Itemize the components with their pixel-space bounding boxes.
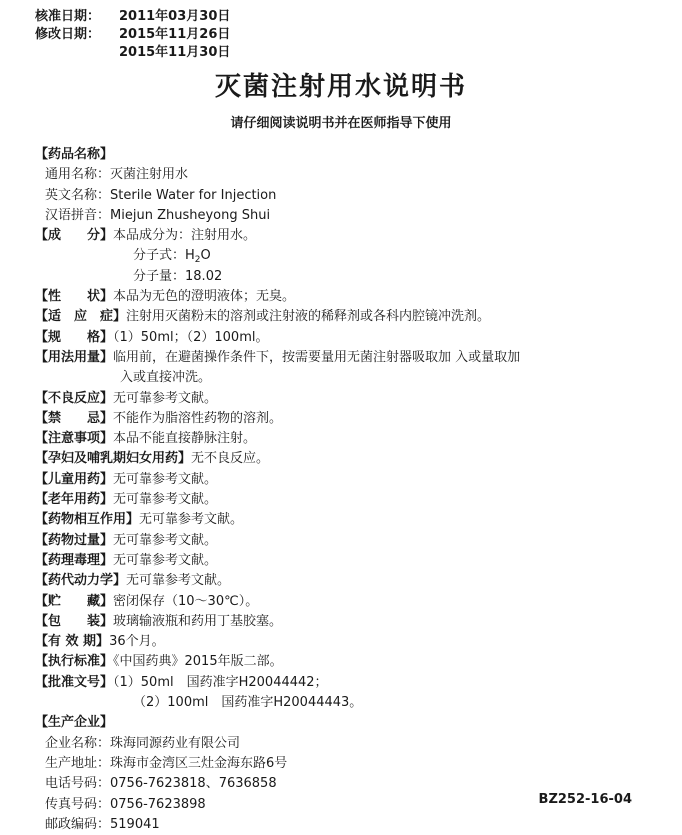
caution-line bbox=[35, 429, 520, 449]
molecular-weight-value: 18.02 bbox=[185, 268, 223, 284]
company-line bbox=[35, 734, 520, 754]
properties-text: 本品为无色的澄明液体；无臭。 bbox=[113, 289, 296, 305]
section-package-head: 【包 装】 bbox=[35, 613, 114, 629]
spec-text: （1）50ml；（2）100ml。 bbox=[113, 329, 269, 345]
phone-line bbox=[35, 774, 520, 794]
english-name-label: 英文名称： bbox=[45, 187, 111, 203]
caution-text: 本品不能直接静脉注射。 bbox=[113, 431, 257, 447]
approval-line bbox=[35, 673, 520, 693]
section-dosage-head: 【用法用量】 bbox=[35, 349, 114, 365]
company-label: 企业名称： bbox=[45, 735, 111, 751]
section-validity-head: 【有 效 期】 bbox=[35, 634, 110, 650]
properties-line bbox=[35, 287, 520, 307]
validity-line bbox=[35, 632, 520, 652]
dosage-text-2: 入或直接冲洗。 bbox=[120, 370, 212, 386]
pinyin-label: 汉语拼音： bbox=[45, 207, 111, 223]
standard-text: 《中国药典》2015年版二部。 bbox=[113, 654, 283, 670]
package-line bbox=[35, 612, 520, 632]
document-code: BZ252-16-04 bbox=[538, 792, 632, 807]
elderly-text: 无可靠参考文献。 bbox=[113, 492, 218, 508]
address-value: 珠海市金湾区三灶金海东路6号 bbox=[110, 755, 288, 771]
zip-label: 邮政编码： bbox=[45, 816, 111, 832]
leaflet-body bbox=[35, 145, 520, 835]
formula-subscript: 2 bbox=[194, 255, 201, 266]
zip-line bbox=[35, 815, 520, 835]
document-subtitle: 请仔细阅读说明书并在医师指导下使用 bbox=[230, 116, 452, 131]
pharmacokinetics-text: 无可靠参考文献。 bbox=[126, 573, 231, 589]
generic-name-value: 灭菌注射用水 bbox=[110, 167, 189, 183]
company-value: 珠海同源药业有限公司 bbox=[110, 735, 241, 751]
generic-name-line bbox=[35, 165, 520, 185]
section-toxicology-head: 【药理毒理】 bbox=[35, 552, 114, 568]
spec-line bbox=[35, 328, 520, 348]
section-composition-head: 【成 分】 bbox=[35, 228, 114, 244]
phone-value: 0756-7623818、7636858 bbox=[110, 776, 277, 792]
section-approval-head: 【批准文号】 bbox=[35, 674, 114, 690]
revision-date-2: 2015年11月30日 bbox=[119, 45, 231, 60]
molecular-weight-label: 分子量： bbox=[133, 268, 186, 284]
standard-line bbox=[35, 652, 520, 672]
english-name-value: Sterile Water for Injection bbox=[110, 187, 277, 203]
interaction-text: 无可靠参考文献。 bbox=[139, 512, 244, 528]
adverse-text: 无可靠参考文献。 bbox=[113, 390, 218, 406]
contraindication-line bbox=[35, 409, 520, 429]
overdose-text: 无可靠参考文献。 bbox=[113, 532, 218, 548]
pregnancy-text: 无不良反应。 bbox=[191, 451, 270, 467]
approval-line-2 bbox=[35, 693, 520, 713]
section-caution-head: 【注意事项】 bbox=[35, 431, 114, 447]
formula-o: O bbox=[200, 248, 211, 264]
section-standard-head: 【执行标准】 bbox=[35, 654, 114, 670]
document-title: 灭菌注射用水说明书 bbox=[214, 72, 467, 102]
formula-line bbox=[35, 246, 520, 266]
english-name-line bbox=[35, 186, 520, 206]
package-text: 玻璃输液瓶和药用丁基胶塞。 bbox=[113, 613, 283, 629]
approval-date: 2011年03月30日 bbox=[119, 9, 231, 24]
section-spec-head: 【规 格】 bbox=[35, 329, 114, 345]
section-pregnancy-head: 【孕妇及哺乳期妇女用药】 bbox=[35, 451, 192, 467]
dosage-line bbox=[35, 348, 520, 368]
children-text: 无可靠参考文献。 bbox=[113, 471, 218, 487]
contraindication-text: 不能作为脂溶性药物的溶剂。 bbox=[113, 410, 283, 426]
phone-label: 电话号码： bbox=[45, 776, 111, 792]
overdose-line bbox=[35, 531, 520, 551]
date-block bbox=[35, 8, 230, 62]
storage-text: 密闭保存（10～30℃）。 bbox=[113, 593, 259, 609]
section-drug-name-head: 【药品名称】 bbox=[35, 147, 114, 162]
fax-line bbox=[35, 795, 520, 815]
composition-text: 本品成分为：注射用水。 bbox=[113, 228, 257, 244]
pinyin-line bbox=[35, 206, 520, 226]
dosage-line-2 bbox=[35, 368, 520, 388]
section-overdose-head: 【药物过量】 bbox=[35, 532, 114, 548]
address-line bbox=[35, 754, 520, 774]
section-storage-head: 【贮 藏】 bbox=[35, 593, 114, 609]
revision-date-label: 修改日期： bbox=[35, 27, 101, 42]
pregnancy-line bbox=[35, 449, 520, 469]
section-manufacturer-head: 【生产企业】 bbox=[35, 715, 114, 731]
approval-date-label: 核准日期： bbox=[35, 9, 101, 24]
zip-value: 519041 bbox=[110, 816, 160, 832]
composition-line bbox=[35, 226, 520, 246]
indications-text: 注射用灭菌粉末的溶剂或注射液的稀释剂或各科内腔镜冲洗剂。 bbox=[126, 309, 491, 325]
generic-name-label: 通用名称： bbox=[45, 167, 111, 183]
indications-line bbox=[35, 307, 520, 327]
interaction-line bbox=[35, 510, 520, 530]
adverse-line bbox=[35, 389, 520, 409]
fax-value: 0756-7623898 bbox=[110, 796, 206, 812]
section-indications-head: 【适 应 症】 bbox=[35, 309, 127, 325]
pharmacokinetics-line bbox=[35, 571, 520, 591]
approval-text-2: （2）100ml 国药准字H20044443。 bbox=[133, 695, 363, 711]
section-children-head: 【儿童用药】 bbox=[35, 471, 114, 487]
toxicology-line bbox=[35, 551, 520, 571]
elderly-line bbox=[35, 490, 520, 510]
children-line bbox=[35, 470, 520, 490]
validity-text: 36个月。 bbox=[109, 634, 165, 650]
section-elderly-head: 【老年用药】 bbox=[35, 492, 114, 508]
revision-date-1: 2015年11月26日 bbox=[119, 27, 231, 42]
formula-h: H bbox=[185, 248, 195, 264]
section-properties-head: 【性 状】 bbox=[35, 289, 114, 305]
molecular-weight-line bbox=[35, 267, 520, 287]
dosage-text-1: 临用前，在避菌操作条件下，按需要量用无菌注射器吸取加 入或量取加 bbox=[113, 349, 521, 365]
storage-line bbox=[35, 592, 520, 612]
toxicology-text: 无可靠参考文献。 bbox=[113, 552, 218, 568]
approval-text-1: （1）50ml 国药准字H20044442； bbox=[113, 674, 328, 690]
section-adverse-head: 【不良反应】 bbox=[35, 390, 114, 406]
formula-label: 分子式： bbox=[133, 248, 186, 264]
section-contraindication-head: 【禁 忌】 bbox=[35, 410, 114, 426]
fax-label: 传真号码： bbox=[45, 796, 111, 812]
address-label: 生产地址： bbox=[45, 755, 111, 771]
section-interaction-head: 【药物相互作用】 bbox=[35, 512, 140, 528]
pinyin-value: Miejun Zhusheyong Shui bbox=[110, 207, 271, 223]
section-pharmacokinetics-head: 【药代动力学】 bbox=[35, 573, 127, 589]
